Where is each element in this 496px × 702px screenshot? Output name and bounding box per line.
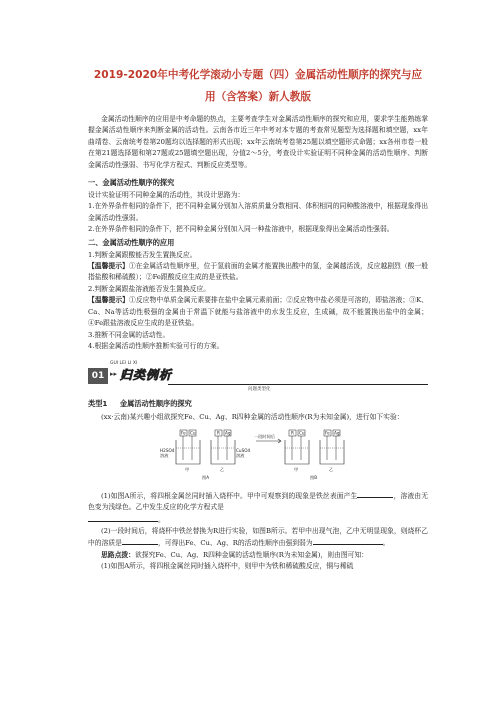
tip-2-text: ①反应物中单质金属元素要排在盐中金属元素前面；②反应物中盐必须是可溶的，即盐溶液；③K、Ca、Na等活动性极强的金属由于常温下就能与盐溶液中的水发生反应，生成碱，故不能置换出盐中的金属；④Fe跟盐溶液反应生成的是亚铁盐。: [88, 296, 429, 328]
fig-b-metal-label: Ag: [334, 430, 340, 436]
question-2: (2)一段时间后，将烧杯中铁丝替换为R进行实验，如图B所示。若甲中出现气泡，乙中无明显现象，则烧杯乙中的溶质是 ，可得出Fe、Cu、Ag、R的活动性顺序由强到弱为 。: [88, 526, 428, 548]
title-line-2: 用（含答案）新人教版: [205, 91, 311, 103]
explanation-line: (1)如图A所示，将四根金属丝同时插入烧杯中，则甲中为铁和稀硫酸反应，铜与稀硫: [101, 562, 354, 571]
figure-a-caption: 图A: [202, 474, 210, 480]
double-chevron-icon: ▸▸: [110, 370, 118, 379]
beaker-b-label: 乙: [220, 466, 225, 472]
answer-blank[interactable]: [122, 537, 158, 545]
question-1-part-2: ，溶液由无色变为浅绿色。乙中发生反应的化学方程式是: [88, 491, 428, 512]
section-2-item-1: 1.判断金属跟酸能否发生置换反应。: [88, 250, 197, 259]
section-2-heading: 二、金属活动性顺序的应用: [88, 237, 175, 247]
banner-subtitle: 问题类型化: [248, 387, 271, 393]
figure-b: [285, 430, 344, 481]
question-1: [88, 490, 428, 514]
figure-a: [160, 430, 251, 481]
fig-a-metal-label: Fe: [181, 430, 186, 436]
banner-number: 01: [88, 368, 108, 384]
left-solution-label: 溶液: [160, 452, 169, 458]
document-title: [76, 64, 440, 108]
right-solution-label: 溶液: [236, 452, 245, 458]
fig-b-metal-label: Cu: [299, 430, 305, 436]
left-solution-formula: H2SO4: [160, 447, 175, 453]
fig-a-metal-label: Ag: [225, 430, 231, 436]
example-intro: (xx·云南)某兴趣小组欲探究Fe、Cu、Ag、R四种金属的活动性顺序(R为未知金属)，进行如下实验：: [101, 413, 404, 422]
fig-b-metal-label: Fe: [325, 430, 330, 436]
fig-b-metal-label: R: [291, 430, 294, 436]
section-1-heading: 一、金属活动性顺序的探究: [88, 178, 175, 188]
beaker-b-label: 乙: [329, 466, 334, 472]
banner-rule: [168, 384, 428, 385]
answer-blank[interactable]: [357, 490, 393, 498]
tip-2: [88, 295, 428, 329]
tip-1-label: 【温馨提示】: [88, 262, 129, 271]
thinking-label: 思路点拨：: [101, 550, 135, 559]
banner-title: 归类例析: [120, 368, 173, 383]
type-heading: [88, 398, 428, 410]
thinking-hint: [88, 550, 428, 561]
beaker-a-label: 甲: [294, 466, 299, 472]
type-label: 类型1: [88, 399, 108, 409]
beaker-diagram: [160, 428, 360, 486]
arrow-icon: [254, 433, 281, 443]
fig-a-metal-label: Cu: [190, 430, 196, 436]
tip-1-text: ①在金属活动性顺序里，位于氢前面的金属才能置换出酸中的氢，金属越活泼，反应越剧烈（酸一般指盐酸和稀硫酸）；②Fe跟酸反应生成的是亚铁盐。: [88, 262, 429, 282]
question-2-part-2: ，可得出Fe、Cu、Ag、R的活动性顺序由强到弱为: [157, 539, 313, 548]
section-2-item-3: 3.推断不同金属的活动性。: [88, 330, 170, 339]
beaker-a-label: 甲: [185, 466, 190, 472]
figure-b-caption: 图B: [310, 474, 318, 480]
section-1-line: 1.在外界条件相同的条件下，把不同种金属分别加入溶质质量分数相同、体积相同的同种酸溶液中，根据现象得出金属活动性强弱。: [88, 202, 428, 222]
experiment-figure: [88, 428, 428, 486]
answer-blank[interactable]: [313, 537, 383, 545]
question-1-part-1: (1)如图A所示，将四根金属丝同时插入烧杯中。甲中可观察到的现象是铁丝表面产生: [101, 491, 358, 500]
after-time-label: 一段时间后: [254, 433, 275, 439]
type-title: 金属活动性顺序的探究: [119, 399, 192, 409]
answer-line: 。: [88, 514, 428, 526]
section-1-line: 设计实验证明不同种金属的活动性，其设计思路为：: [88, 191, 245, 200]
section-1-line: 2.在外界条件相同的条件下，把不同种金属分别加入同一种盐溶液中，根据现象得出金属活动性强弱。: [88, 225, 394, 234]
thinking-text: 欲探究Fe、Cu、Ag、R四种金属的活动性顺序(R为未知金属)，则由图可知：: [134, 550, 369, 559]
section-banner: [88, 360, 428, 394]
banner-pinyin: GUI LEI LI XI: [110, 361, 138, 367]
title-line-1: 2019-2020年中考化学滚动小专题（四）金属活动性顺序的探究与应: [93, 69, 423, 81]
right-solution-formula: CuSO4: [236, 447, 251, 453]
tip-2-label: 【温馨提示】: [88, 296, 130, 305]
fig-a-metal-label: R: [217, 430, 220, 436]
section-2-item-2: 2.判断金属跟盐溶液能否发生置换反应。: [88, 284, 211, 293]
answer-blank[interactable]: [88, 514, 158, 522]
section-2-item-4: 4.根据金属活动性顺序推断实验可行的方案。: [88, 341, 224, 350]
question-2-part-1: (2)一段时间后，将烧杯中铁丝替换为R进行实验，如图B所示。若甲中出现气泡，乙中无明显现象，则烧杯乙中的溶质是: [88, 526, 428, 548]
tip-1: [88, 261, 428, 284]
intro-paragraph: 金属活动性顺序的应用是中考命题的热点，主要考查学生对金属活动性顺序的探究和应用，要求学生能熟练掌握金属活动性顺序来判断金属的活动性。云南各市近三年中考对本专题的考查常见题型为选择题和填空题，xx年曲靖卷、云南统考卷第20题均以选择题的形式出现；xx年云南统考卷第25题以填空题形式命题；xx各州市卷一般在第21题选择题和第27题或25题填空题出现，分值2～5分，考查设计实验证明不同种金属的活动性顺序、判断金属活动性强弱、书写化学方程式、判断反应类型等。: [88, 115, 428, 169]
